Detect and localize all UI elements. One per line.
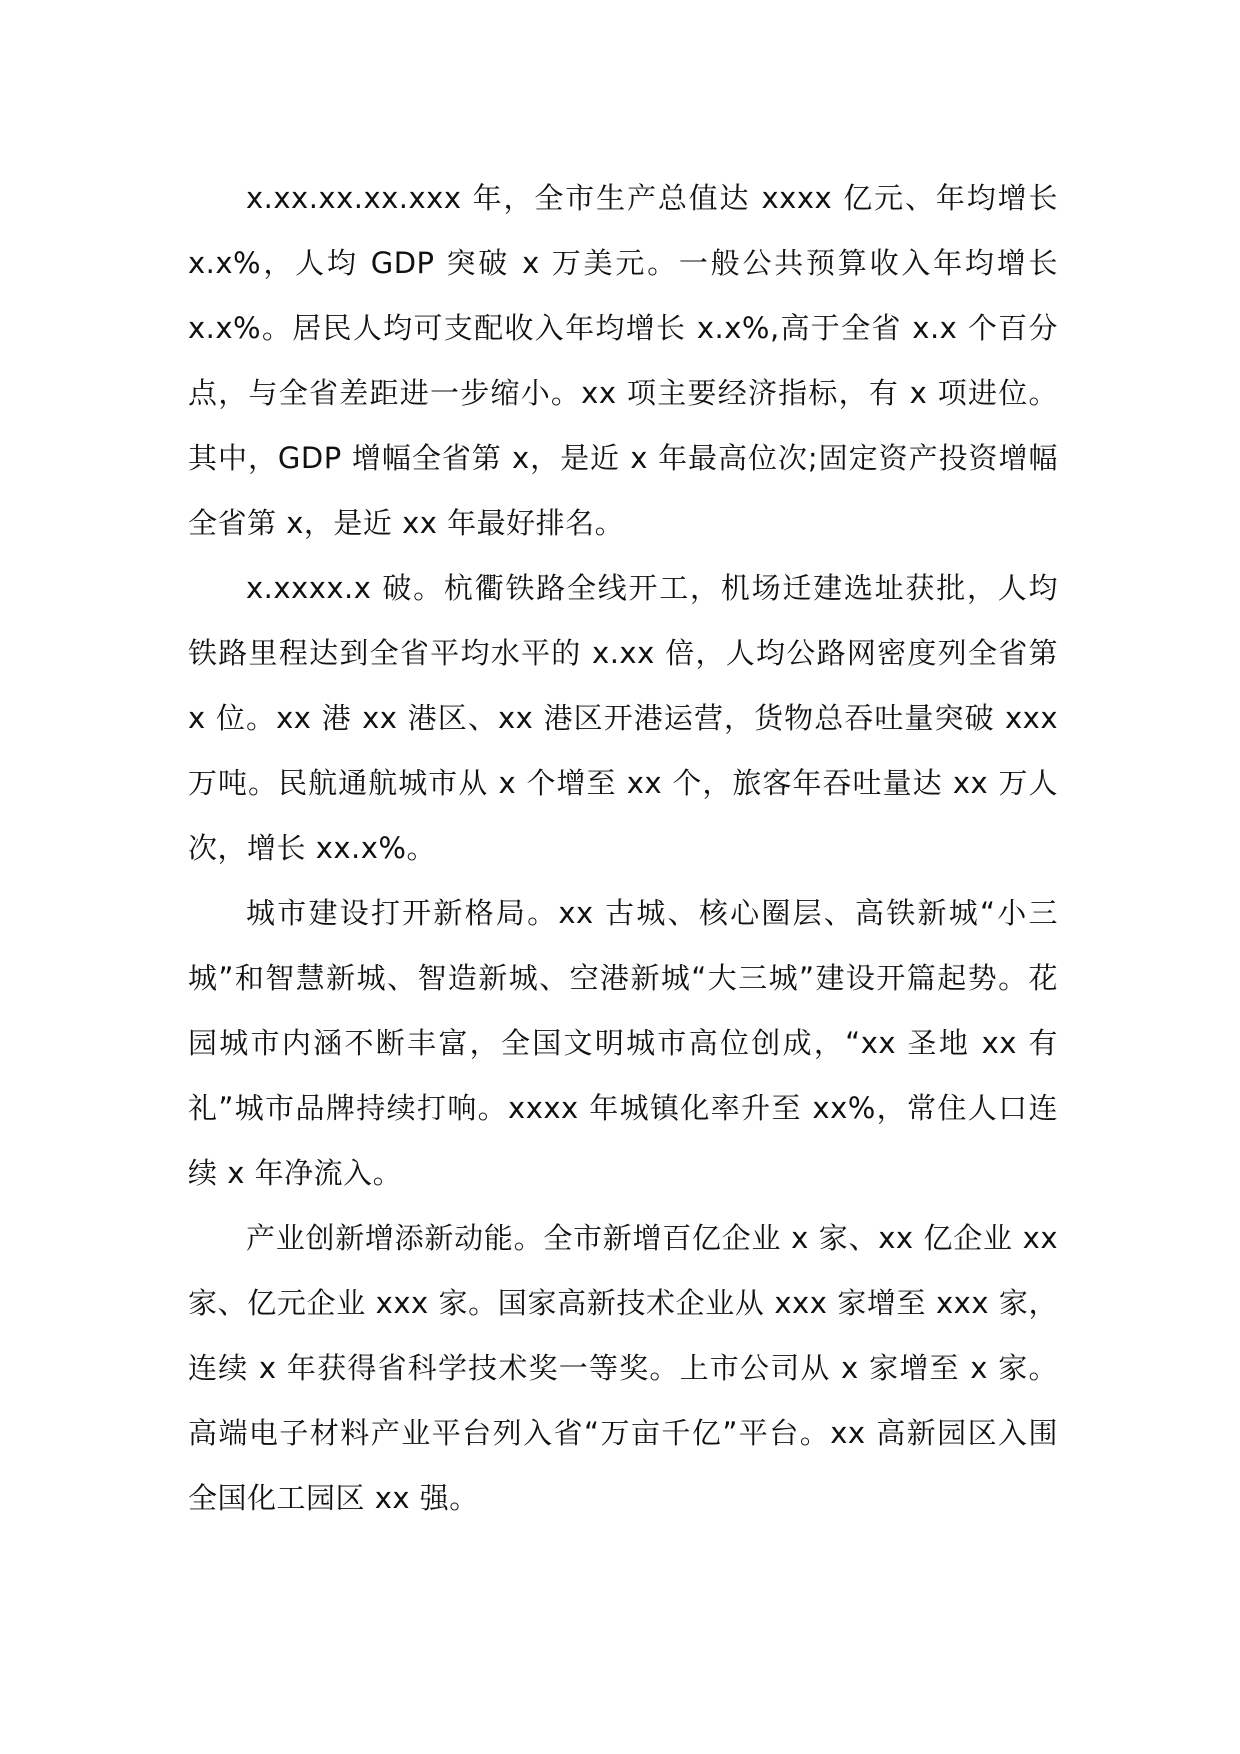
paragraph-urban-construction: 城市建设打开新格局。xx 古城、核心圈层、高铁新城“小三城”和智慧新城、智造新城、空港新城“大三城”建设开篇起势。花园城市内涵不断丰富，全国文明城市高位创成，“xx 圣地 xx 有礼”城市品牌持续打响。xxxx 年城镇化率升至 xx%，常住人口连续 x 年净流入。 — [188, 896, 1058, 1190]
paragraph-economy: x.xx.xx.xx.xxx 年，全市生产总值达 xxxx 亿元、年均增长 x.x%，人均 GDP 突破 x 万美元。一般公共预算收入年均增长 x.x%。居民人均可支配收入年均增长 x.x%,高于全省 x.x 个百分点，与全省差距进一步缩小。xx 项主要经济指标，有 x 项进位。其中，GDP 增幅全省第 x，是近 x 年最高位次;固定资产投资增幅全省第 x，是近 xx 年最好排名。 — [188, 181, 1058, 540]
document-body — [188, 166, 1058, 1531]
paragraph-industry-innovation: 产业创新增添新动能。全市新增百亿企业 x 家、xx 亿企业 xx 家、亿元企业 xxx 家。国家高新技术企业从 xxx 家增至 xxx 家，连续 x 年获得省科学技术奖一等奖。上市公司从 x 家增至 x 家。高端电子材料产业平台列入省“万亩千亿”平台。xx 高新园区入围全国化工园区 xx 强。 — [188, 1221, 1058, 1515]
paragraph-transport: x.xxxx.x 破。杭衢铁路全线开工，机场迁建选址获批，人均铁路里程达到全省平均水平的 x.xx 倍，人均公路网密度列全省第 x 位。xx 港 xx 港区、xx 港区开港运营，货物总吞吐量突破 xxx 万吨。民航通航城市从 x 个增至 xx 个，旅客年吞吐量达 xx 万人次，增长 xx.x%。 — [188, 571, 1058, 865]
